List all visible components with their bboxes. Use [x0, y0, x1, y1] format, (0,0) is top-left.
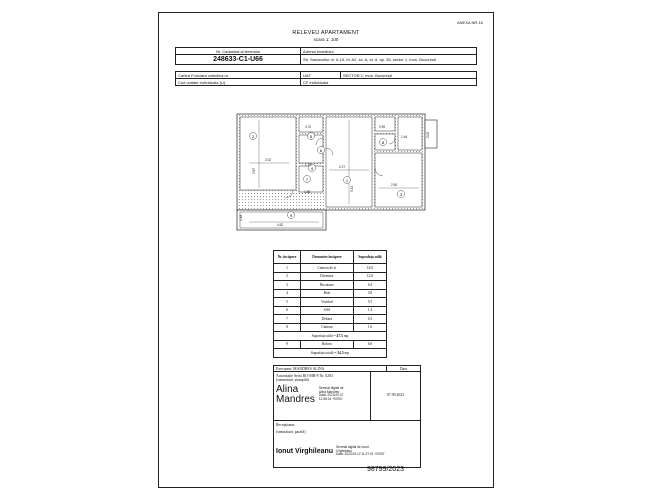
dim-label: 2.02 — [426, 131, 430, 138]
receiver-digital-signature: Semnat digital de Ionut Virghileanu Data: 2023.09.12 11:27:01 +03'00' — [336, 445, 385, 457]
registry-table — [175, 71, 477, 86]
uat-value: SECTOR 1, mun. București — [341, 72, 477, 79]
cadastral-label: Nr. Cadastral al terenului — [176, 48, 301, 55]
uat-label: UAT — [301, 72, 341, 79]
table-row: 2 Dormitor 12.8 — [274, 272, 387, 281]
table-row: 3 Bucatarie 6.4 — [274, 281, 387, 290]
dim-label: 2.27 — [339, 165, 346, 169]
sign-date: 07.09.2023 — [371, 372, 421, 421]
annex-label: ANEXA NR.16 — [457, 20, 483, 25]
signer-name-line1: Alina — [276, 384, 299, 395]
dim-label: 2.02 — [265, 158, 272, 162]
stamp-label: (semnătură, ștampilă) — [276, 378, 309, 382]
room-3-marker — [398, 191, 405, 198]
room-5-marker — [308, 133, 315, 140]
col-name-header: Denumire încăpere — [300, 251, 353, 264]
page-title: RELEVEU APARTAMENT — [292, 30, 360, 36]
table-row: 8 Camara 1.6 — [274, 323, 387, 332]
dim-label: 4.62 — [277, 223, 284, 227]
room-9-marker — [288, 212, 295, 219]
received-stamp-label: (semnătură, parafă) — [276, 430, 306, 434]
signer-name-line2: Mandres — [276, 394, 315, 405]
dim-label: 1.88 — [304, 190, 311, 194]
svg-text:5: 5 — [309, 134, 313, 139]
dim-label: 1.46 — [401, 135, 408, 139]
room-1-marker — [344, 177, 351, 184]
document-page — [158, 12, 494, 488]
table-row: 1 Camera de zi 16.0 — [274, 264, 387, 273]
dim-label: 1.75 — [305, 163, 312, 167]
svg-text:1: 1 — [345, 178, 349, 183]
floor-plan — [229, 108, 449, 238]
scale-label: scara 1: 100 — [313, 37, 339, 42]
cf-individual-label: CF individuala — [301, 79, 477, 86]
cf-collective-label: Cartea Funciara colectiva nr. — [176, 72, 301, 79]
table-row: 6 SAS 1.4 — [274, 306, 387, 315]
col-area-header: Suprafața utilă — [353, 251, 386, 264]
table-row: 5 Vestibul 5.5 — [274, 298, 387, 307]
document-number: 98799/2023 — [367, 466, 404, 473]
authorization-text: Autorizație Seria RO-MB-F Nr. 0283 — [276, 374, 333, 378]
table-row: 7 Debara 0.5 — [274, 315, 387, 324]
reception-box — [273, 421, 421, 468]
svg-text:2: 2 — [251, 134, 255, 139]
svg-text:8: 8 — [381, 140, 385, 145]
col-no-header: Nr. încăpere — [274, 251, 301, 264]
date-label: Data — [387, 365, 421, 372]
dim-label: 1.48 — [239, 214, 243, 221]
dim-label: 0.99 — [379, 125, 386, 129]
svg-text:3: 3 — [399, 192, 403, 197]
address-label: Adresa imobilului — [301, 48, 477, 55]
dim-label: 3.87 — [252, 167, 256, 174]
dim-label: 2.50 — [391, 183, 398, 187]
header-table — [175, 47, 477, 65]
total-area-row: Suprafața totală = 54.5 mp — [274, 349, 387, 358]
cadastral-value: 248633-C1-U66 — [176, 55, 301, 65]
dim-label: 3.70 — [305, 125, 312, 129]
rooms-legend-table — [273, 250, 387, 358]
table-row: 4 Baie 3.8 — [274, 289, 387, 298]
svg-text:6: 6 — [319, 148, 323, 153]
svg-text:9: 9 — [289, 213, 293, 218]
executant-label: Executant: MANDRES ALINA — [273, 365, 387, 372]
executant-signature-box — [273, 372, 371, 421]
table-row: 9 Balcon 6.6 — [274, 340, 387, 349]
address-value: Str. Sanatorilor nr. 6-15, bl. A2, sc. A, et. 8, ap. 35, sector 1, mun. București — [301, 55, 477, 65]
room-6-marker — [318, 147, 325, 154]
useful-area-row: Suprafața utilă = 47.5 mp — [274, 332, 387, 341]
received-label: Recepționat, — [276, 423, 296, 427]
svg-text:4: 4 — [310, 166, 314, 171]
digital-signature: Semnat digital de Alina Mandres Data: 2023.09.07 12:45:24 +03'00' — [318, 386, 344, 401]
room-7-marker — [304, 176, 311, 183]
dim-label: 5.14 — [350, 185, 354, 192]
unit-code-label: Cod unitate individuala (U) — [176, 79, 301, 86]
room-2-marker — [250, 133, 257, 140]
svg-text:7: 7 — [305, 177, 309, 182]
receiver-name: Ionut Virghileanu — [276, 447, 334, 455]
room-8-marker — [380, 139, 387, 146]
